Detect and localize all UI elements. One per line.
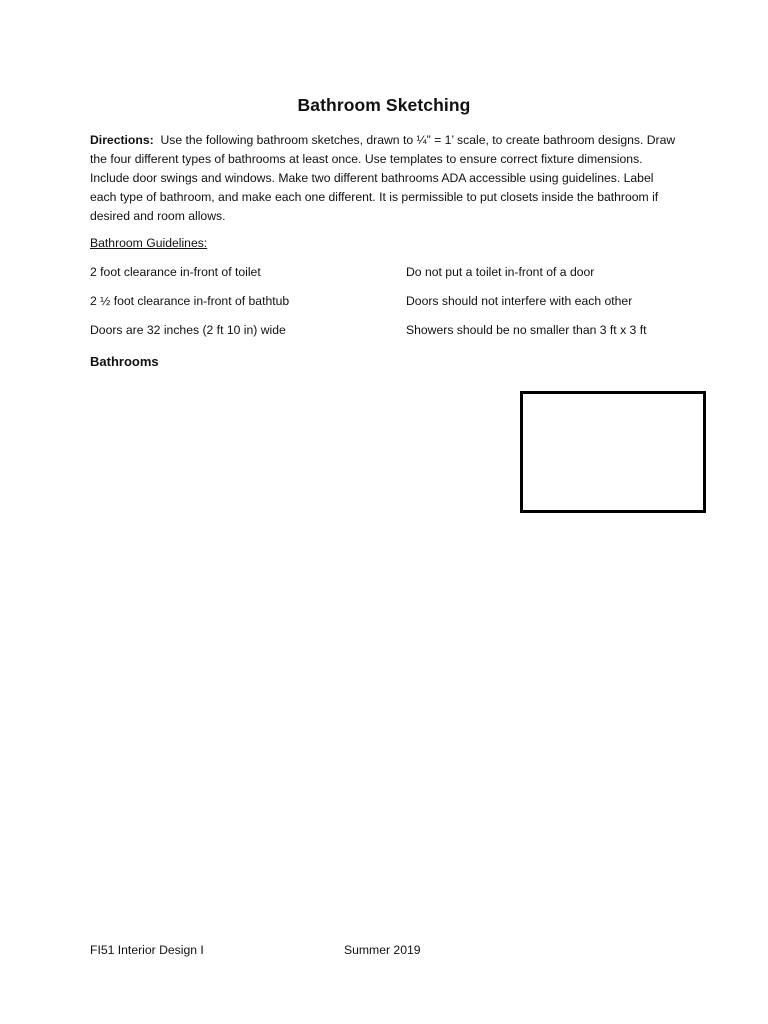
directions-lead: Directions: <box>90 133 154 147</box>
guideline-left-1: 2 foot clearance in-front of toilet <box>90 265 261 279</box>
footer-course: FI51 Interior Design I <box>90 943 204 957</box>
directions-paragraph <box>90 131 680 226</box>
bathroom-sketch-outline <box>520 391 706 513</box>
footer-term: Summer 2019 <box>344 943 421 957</box>
guideline-right-2: Doors should not interfere with each other <box>406 294 633 308</box>
directions-text: Use the following bathroom sketches, drawn to ¼” = 1’ scale, to create bathroom designs. Draw the four different types of bathrooms at least once. Use templates to ensure correct fixture dimensions. Include door swings and windows. Make two different bathrooms ADA accessible using guidelines. Label each type of bathroom, and make each one different. It is permissible to put closets inside the bathroom if desired and room allows. <box>90 133 676 223</box>
guideline-left-3: Doors are 32 inches (2 ft 10 in) wide <box>90 323 286 337</box>
guidelines-heading: Bathroom Guidelines: <box>90 236 208 250</box>
bathrooms-heading: Bathrooms <box>90 354 159 369</box>
guideline-right-1: Do not put a toilet in-front of a door <box>406 265 595 279</box>
page-title: Bathroom Sketching <box>297 95 471 115</box>
guideline-right-3: Showers should be no smaller than 3 ft x 3 ft <box>406 323 647 337</box>
guideline-left-2: 2 ½ foot clearance in-front of bathtub <box>90 294 290 308</box>
